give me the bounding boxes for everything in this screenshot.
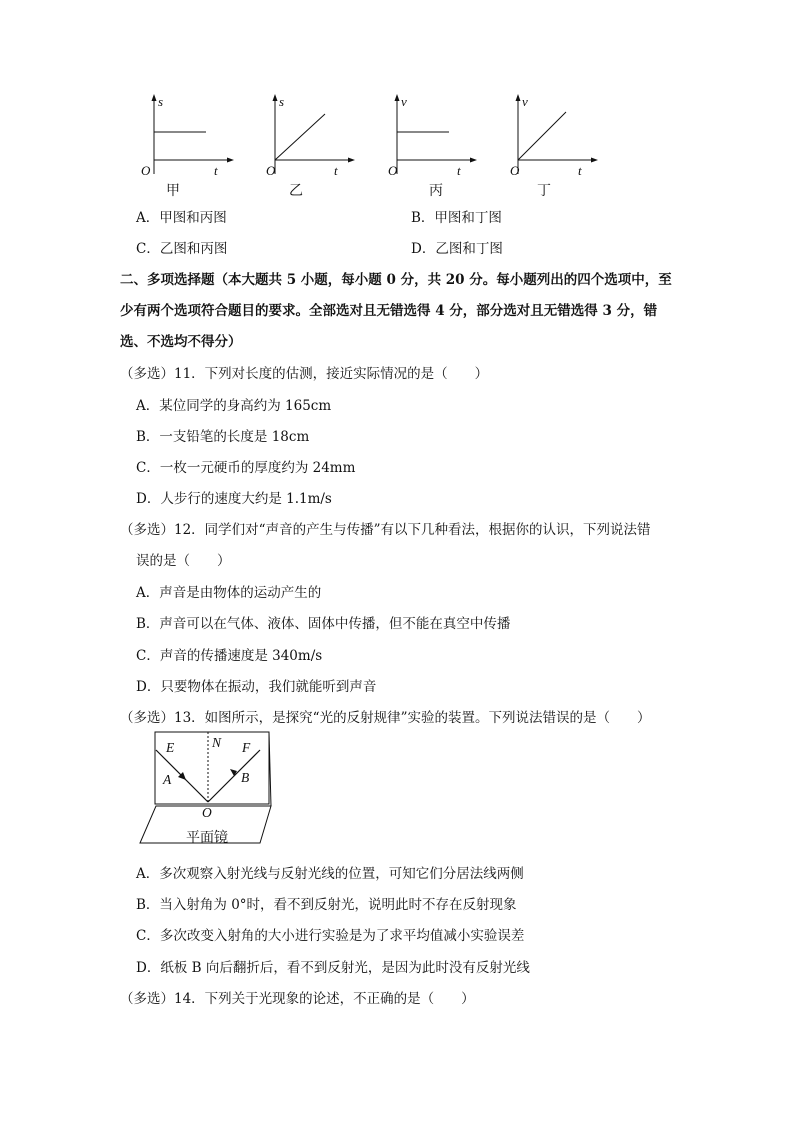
graph-yi [259,92,369,182]
graph-jia-svg [138,92,248,182]
fig-label-b: B [241,770,250,785]
graph-jia [138,92,248,182]
graph-yi-caption: 乙 [289,183,303,199]
graph-bing-axis-x: t [457,163,461,178]
q11-stem: （多选）11．下列对长度的估测，接近实际情况的是（ ） [120,366,489,382]
q12-option-c: C．声音的传播速度是 340m/s [136,648,323,664]
fig-label-a: A [163,772,172,787]
q10-option-c: C．乙图和丙图 [136,241,228,257]
q11-option-a: A．某位同学的身高约为 165cm [136,398,332,414]
q13-option-a: A．多次观察入射光线与反射光线的位置，可知它们分居法线两侧 [136,866,524,882]
q11-option-b: B．一支铅笔的长度是 18cm [136,429,310,445]
section2-line1: 二、多项选择题（本大题共 5 小题，每小题 0 分，共 20 分。每小题列出的四个选项中，至 [120,272,672,288]
graph-jia-axis-y: s [158,94,164,109]
q10-option-d: D．乙图和丁图 [411,241,503,257]
section2-line3: 选、不选均不得分） [120,334,242,350]
fig-label-n: N [212,735,222,750]
graph-ding-origin: O [510,163,520,178]
graph-yi-axis-x: t [334,163,338,178]
graph-jia-axis-x: t [214,163,218,178]
q12-option-d: D．只要物体在振动，我们就能听到声音 [136,679,377,695]
q11-option-c: C．一枚一元硬币的厚度约为 24mm [136,460,356,476]
q10-option-a: A．甲图和丙图 [136,210,227,226]
q13-option-c: C．多次改变入射角的大小进行实验是为了求平均值减小实验误差 [136,928,525,944]
graph-bing-origin: O [388,163,398,178]
section2-line2: 少有两个选项符合题目的要求。全部选对且无错选得 4 分，部分选对且无错选得 3 分，错 [120,303,658,319]
fig-label-mirror: 平面镜 [186,830,228,846]
graph-ding-axis-x: t [578,163,582,178]
q12-stem-line2: 误的是（ ） [136,553,231,569]
q13-stem: （多选）13．如图所示，是探究“光的反射规律”实验的装置。下列说法错误的是（ ） [120,710,651,726]
graph-jia-caption: 甲 [166,183,180,199]
fig-label-o: O [202,805,212,820]
graph-yi-axis-y: s [279,94,285,109]
graph-jia-origin: O [141,163,151,178]
q14-stem: （多选）14．下列关于光现象的论述，不正确的是（ ） [120,991,475,1007]
graph-bing [381,92,491,182]
q11-option-d: D．人步行的速度大约是 1.1m/s [136,491,332,507]
graph-bing-axis-y: v [401,94,407,109]
q13-option-d: D．纸板 B 向后翻折后，看不到反射光，是因为此时没有反射光线 [136,960,530,976]
fig-label-f: F [242,740,251,755]
q13-option-b: B．当入射角为 0°时，看不到反射光，说明此时不存在反射现象 [136,897,517,913]
graph-yi-svg [259,92,369,182]
fig-label-e: E [166,740,175,755]
graph-ding-axis-y: v [522,94,528,109]
q12-option-b: B．声音可以在气体、液体、固体中传播，但不能在真空中传播 [136,616,511,632]
graph-ding-caption: 丁 [537,183,551,199]
q12-option-a: A．声音是由物体的运动产生的 [136,585,322,601]
graph-bing-caption: 丙 [429,183,443,199]
graph-yi-origin: O [266,163,276,178]
graph-bing-svg [381,92,491,182]
q12-stem-line1: （多选）12．同学们对“声音的产生与传播”有以下几种看法，根据你的认识，下列说法错 [120,522,651,538]
q10-option-b: B．甲图和丁图 [411,210,502,226]
